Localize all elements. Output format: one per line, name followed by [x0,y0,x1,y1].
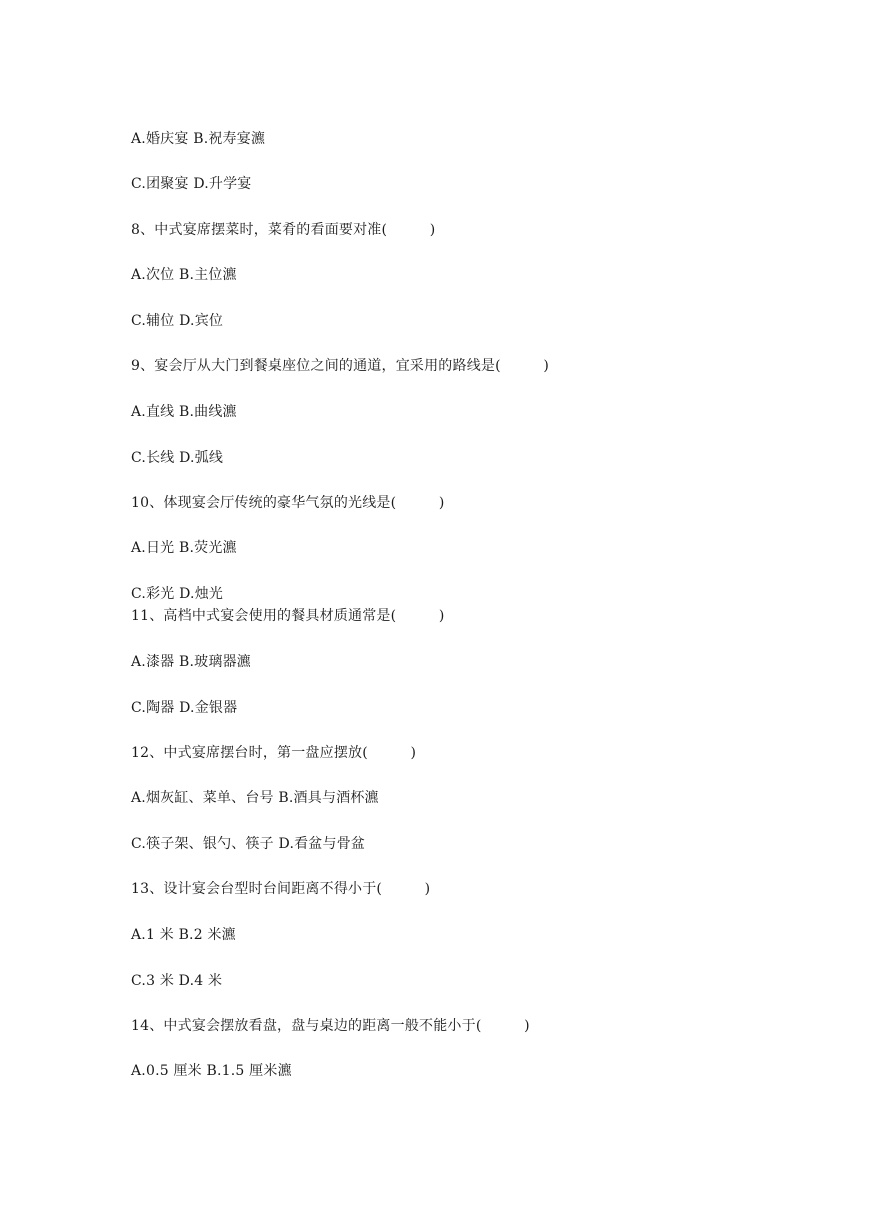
answer-options-line: C.彩光 D.烛光 [131,586,224,602]
answer-options-line: A.婚庆宴 B.祝寿宴瀌 [131,131,266,147]
answer-options-line: A.直线 B.曲线瀌 [131,404,237,420]
answer-options-line: A.日光 B.荧光瀌 [131,540,237,556]
answer-options-line: C.长线 D.弧线 [131,450,224,466]
answer-options-line: A.次位 B.主位瀌 [131,267,237,283]
question-13: 13、设计宴会台型时台间距离不得小于( ) [131,881,431,897]
answer-options-line: C.陶器 D.金银器 [131,700,238,716]
answer-options-line: C.筷子架、银勺、筷子 D.看盆与骨盆 [131,836,366,852]
answer-options-line: C.3 米 D.4 米 [131,973,223,989]
question-9: 9、宴会厅从大门到餐桌座位之间的通道，宜采用的路线是( ) [131,358,550,374]
answer-options-line: C.团聚宴 D.升学宴 [131,176,252,192]
question-11: 11、高档中式宴会使用的餐具材质通常是( ) [131,608,445,624]
answer-options-line: C.辅位 D.宾位 [131,313,224,329]
question-10: 10、体现宴会厅传统的豪华气氛的光线是( ) [131,495,445,511]
answer-options-line: A.漆器 B.玻璃器瀌 [131,654,251,670]
answer-options-line: A.烟灰缸、菜单、台号 B.酒具与酒杯瀌 [131,790,379,806]
question-8: 8、中式宴席摆菜时，菜肴的看面要对准( ) [131,222,436,238]
question-12: 12、中式宴席摆台时，第一盘应摆放( ) [131,745,417,761]
answer-options-line: A.1 米 B.2 米瀌 [131,927,236,943]
question-14: 14、中式宴会摆放看盘，盘与桌边的距离一般不能小于( ) [131,1018,530,1034]
answer-options-line: A.0.5 厘米 B.1.5 厘米瀌 [131,1063,292,1079]
